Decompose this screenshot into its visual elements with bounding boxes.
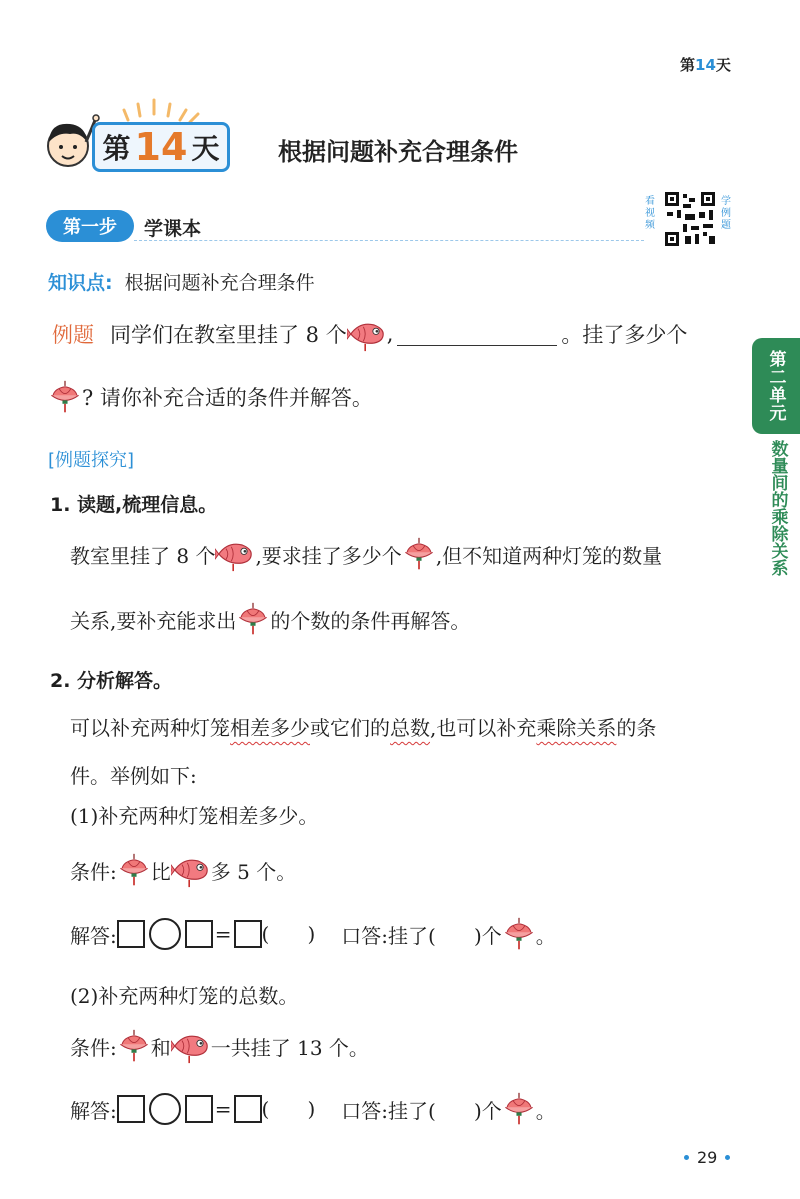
header-day-prefix: 第	[680, 56, 696, 74]
day-badge	[92, 122, 230, 172]
step1-line-1	[70, 536, 662, 572]
step-divider	[134, 240, 644, 241]
knowledge-point	[48, 268, 315, 295]
qr-caption-right: 学例题	[721, 196, 731, 231]
lotus-lantern-icon	[502, 1092, 536, 1126]
example-text-b: 。挂了多少个	[561, 323, 688, 347]
explore-title: [例题探究]	[48, 450, 135, 471]
answer-box-2[interactable]	[185, 920, 213, 948]
unit-paren[interactable]: ( )	[261, 1097, 316, 1121]
unit-paren[interactable]: ( )	[261, 922, 316, 946]
knowledge-text: 根据问题补充合理条件	[124, 272, 315, 294]
comma: ,	[386, 322, 394, 346]
answer-blank[interactable]	[397, 323, 557, 346]
example-text-a: 同学们在教室里挂了 8 个	[110, 323, 347, 347]
case1-title-text: (1)补充两种灯笼相差多少。	[70, 804, 319, 828]
step-badge	[46, 210, 134, 242]
operator-circle[interactable]	[149, 1093, 181, 1125]
lotus-lantern-icon	[236, 602, 270, 636]
qr-code[interactable]	[645, 190, 735, 250]
side-tab-unit	[752, 338, 800, 434]
oral-answer[interactable]: 口答:挂了( )个	[341, 1098, 502, 1123]
step2-text-c: 或它们的	[310, 716, 390, 740]
case1-cond-more: 多 5 个。	[210, 859, 297, 884]
step1-text-a: 教室里挂了 8 个	[70, 543, 216, 568]
equals-sign: =	[214, 1097, 232, 1121]
lotus-lantern-icon	[402, 537, 436, 571]
fish-lantern-icon	[171, 852, 211, 888]
answer-box-3[interactable]	[234, 920, 262, 948]
fish-lantern-icon	[215, 536, 255, 572]
case2-title	[70, 980, 298, 1009]
example-line-1	[52, 316, 687, 352]
side-tab-topic	[758, 440, 798, 590]
step1-text-d: 关系,要补充能求出	[70, 608, 237, 633]
case1-condition	[70, 852, 296, 888]
case2-answer	[70, 1092, 556, 1126]
period: 。	[535, 923, 556, 948]
day-badge-suffix: 天	[191, 132, 220, 165]
case1-cond-compare: 比	[150, 859, 171, 884]
step1-text-b: ,要求挂了多少个	[255, 543, 402, 568]
day-badge-number: 14	[134, 125, 188, 169]
equals-sign: =	[214, 922, 232, 946]
lotus-lantern-icon	[502, 917, 536, 951]
step-label: 学课本	[144, 218, 202, 240]
header-day-number: 14	[695, 56, 716, 74]
qr-pattern-icon	[663, 190, 717, 248]
case1-cond-label: 条件:	[70, 859, 117, 884]
case2-cond-label: 条件:	[70, 1035, 117, 1060]
step2-emph-difference: 相差多少	[230, 716, 310, 740]
answer-label: 解答:	[70, 923, 117, 948]
example-label: 例题	[52, 323, 94, 347]
step2-text-e: ,也可以补充	[430, 716, 537, 740]
example-line-2	[48, 380, 373, 414]
step2-emph-muldiv: 乘除关系	[536, 716, 617, 740]
knowledge-label: 知识点:	[48, 272, 113, 294]
step2-line-2	[70, 760, 197, 789]
step1-text-c: ,但不知道两种灯笼的数量	[435, 543, 663, 568]
dot-icon	[684, 1155, 689, 1160]
answer-box-3[interactable]	[234, 1095, 262, 1123]
step2-text-a: 可以补充两种灯笼	[70, 716, 230, 740]
page-number-text: 29	[697, 1148, 718, 1167]
day-badge-prefix: 第	[102, 132, 131, 165]
step1-text-e: 的个数的条件再解答。	[270, 608, 471, 633]
header-day	[680, 54, 731, 75]
case2-cond-total: 一共挂了 13 个。	[210, 1035, 369, 1060]
oral-answer[interactable]: 口答:挂了( )个	[341, 923, 502, 948]
lotus-lantern-icon	[48, 380, 82, 414]
step2-text-h: 件。举例如下:	[70, 764, 197, 788]
step2-emph-total: 总数	[390, 716, 430, 740]
step-badge-label: 第一步	[63, 217, 117, 238]
lotus-lantern-icon	[117, 1029, 151, 1063]
qr-caption-left: 看视频	[645, 196, 655, 231]
page-title: 根据问题补充合理条件	[278, 138, 518, 166]
dot-icon	[725, 1155, 730, 1160]
step2-title: 2. 分析解答。	[50, 670, 173, 692]
side-tab-unit-label: 第二单元	[765, 350, 786, 422]
case1-answer	[70, 917, 556, 951]
fish-lantern-icon	[347, 316, 387, 352]
step2-text-g: 的条	[616, 716, 657, 740]
answer-label: 解答:	[70, 1098, 117, 1123]
period: 。	[535, 1098, 556, 1123]
lotus-lantern-icon	[117, 853, 151, 887]
sun-rays-icon	[120, 98, 200, 122]
step1-line-2	[70, 602, 470, 636]
answer-box-1[interactable]	[117, 920, 145, 948]
step2-line-1	[70, 712, 656, 741]
mascot-icon	[40, 112, 100, 178]
page-number	[684, 1148, 730, 1167]
answer-box-1[interactable]	[117, 1095, 145, 1123]
answer-box-2[interactable]	[185, 1095, 213, 1123]
operator-circle[interactable]	[149, 918, 181, 950]
side-tab-topic-label: 数量间的乘除关系	[767, 440, 788, 576]
example-text-c: ? 请你补充合适的条件并解答。	[82, 386, 373, 410]
fish-lantern-icon	[171, 1028, 211, 1064]
step1-title: 1. 读题,梳理信息。	[50, 494, 218, 516]
case2-condition	[70, 1028, 369, 1064]
case2-title-text: (2)补充两种灯笼的总数。	[70, 984, 299, 1008]
case1-title	[70, 800, 318, 829]
header-day-suffix: 天	[715, 56, 731, 74]
case2-cond-and: 和	[150, 1035, 171, 1060]
